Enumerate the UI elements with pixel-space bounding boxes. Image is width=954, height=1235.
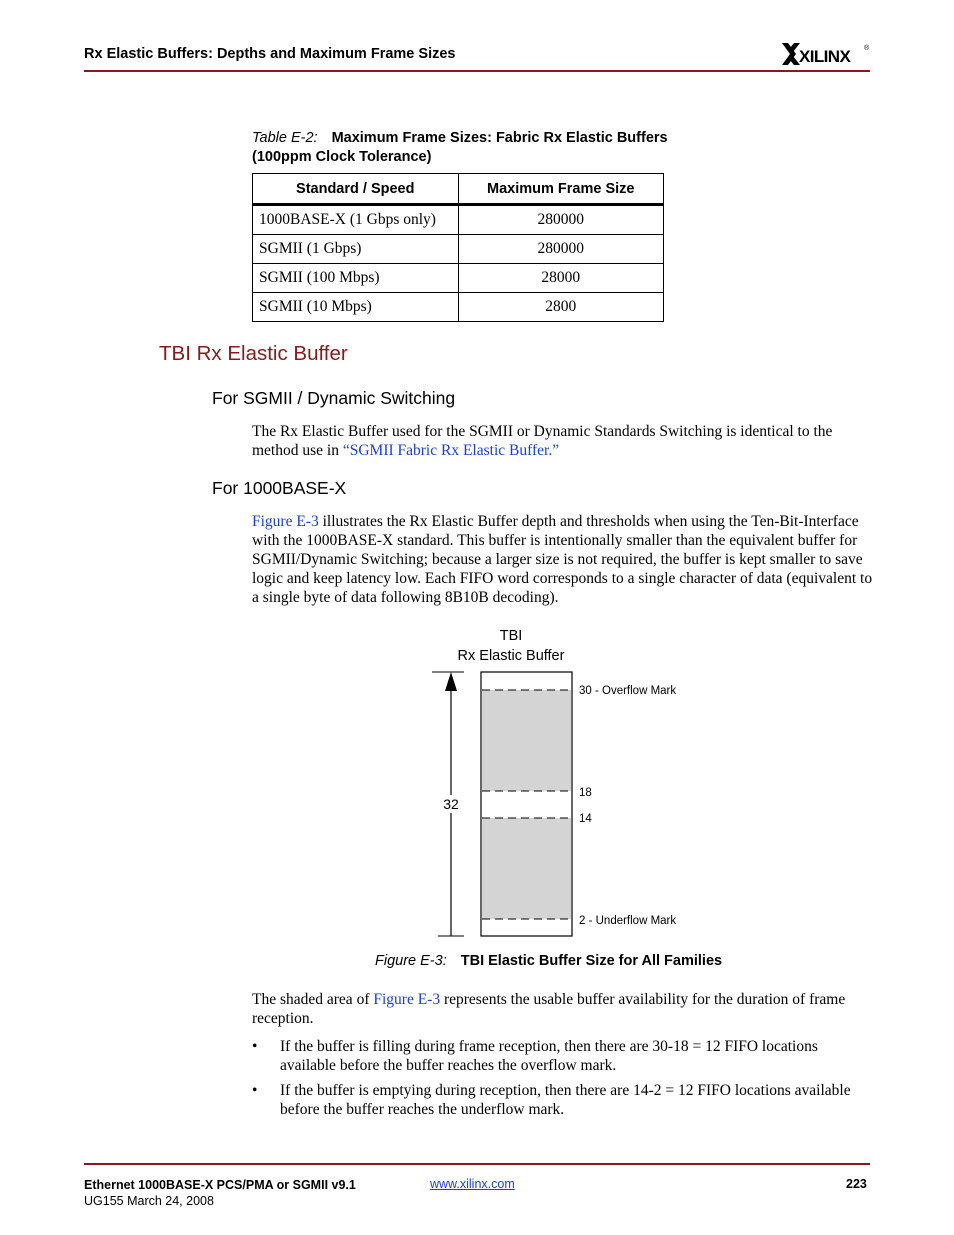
frame-size-cell: 2800 <box>458 293 663 322</box>
base-x-text: illustrates the Rx Elastic Buffer depth and thresholds when using the Ten-Bit-Interface with the 1000BASE-X standard. This buffer is intentionally smaller than the equivalent buffer for SGMII/Dynamic Switching; because a larger size is not required, the buffer is kept smaller to save logic and keep latency low. Each FIFO word corresponds to a single character of data (equivalent to a single byte of data following 8B10B decoding). <box>252 513 873 606</box>
standard-cell: SGMII (10 Mbps) <box>253 293 459 322</box>
bullet-icon: • <box>252 1082 258 1099</box>
figure-e3-link[interactable]: Figure E-3 <box>252 513 319 530</box>
subsection-title-sgmii: For SGMII / Dynamic Switching <box>212 388 456 408</box>
figure-e3-link-2[interactable]: Figure E-3 <box>373 991 441 1008</box>
mark-18-label: 18 <box>579 787 592 799</box>
figure-caption <box>375 953 722 969</box>
section-title: TBI Rx Elastic Buffer <box>159 342 348 365</box>
standard-cell: SGMII (1 Gbps) <box>253 235 459 264</box>
base-x-paragraph <box>252 512 874 607</box>
depth-label: 32 <box>443 796 459 812</box>
frame-size-cell: 28000 <box>458 264 663 293</box>
overflow-label: 30 - Overflow Mark <box>579 685 677 697</box>
shaded-area-upper <box>482 690 572 791</box>
list-item-text: If the buffer is emptying during reception, then there are 14-2 = 12 FIFO locations available before the buffer reaches the underflow mark. <box>280 1082 851 1118</box>
table-row <box>253 205 664 235</box>
running-header: Rx Elastic Buffers: Depths and Maximum Frame Sizes <box>84 46 456 62</box>
column-header: Maximum Frame Size <box>458 174 663 205</box>
page-number: 223 <box>846 1177 867 1191</box>
frame-size-cell: 280000 <box>458 235 663 264</box>
figure-caption-lead: Figure E-3: <box>375 953 447 969</box>
subsection-title-1000base-x: For 1000BASE-X <box>212 478 347 498</box>
shaded-area-lower <box>482 818 572 919</box>
table-header-row <box>253 174 664 205</box>
figure-title-line-1: TBI <box>499 628 523 644</box>
tbi-buffer-figure <box>420 625 710 945</box>
xilinx-x-mark-icon <box>782 43 800 65</box>
logo-wordmark: XILINX <box>799 47 851 66</box>
shaded-text-before: The shaded area of <box>252 991 374 1008</box>
frame-size-cell: 280000 <box>458 205 663 235</box>
table-row <box>253 235 664 264</box>
table-caption-title-2: (100ppm Clock Tolerance) <box>252 149 432 165</box>
bullet-list <box>252 1037 872 1125</box>
table-row <box>253 264 664 293</box>
sgmii-text: The Rx Elastic Buffer used for the SGMII or Dynamic Standards Switching is identical to the method use in <box>252 423 833 459</box>
standard-cell: SGMII (100 Mbps) <box>253 264 459 293</box>
table-row <box>253 293 664 322</box>
arrow-up-icon <box>445 672 457 691</box>
figure-caption-title: TBI Elastic Buffer Size for All Families <box>460 953 723 969</box>
shaded-area-paragraph <box>252 990 874 1028</box>
list-item <box>252 1037 872 1075</box>
sgmii-paragraph <box>252 422 872 460</box>
column-header: Standard / Speed <box>253 174 459 205</box>
table-caption <box>252 129 772 167</box>
shaded-text-after: represents the usable buffer availability for the duration of frame reception. <box>252 991 846 1027</box>
frame-size-table <box>252 173 664 322</box>
list-item <box>252 1081 872 1119</box>
footer-rule <box>84 1163 870 1165</box>
list-item-text: If the buffer is filling during frame reception, then there are 30-18 = 12 FIFO locations available before the buffer reaches the overflow mark. <box>280 1038 818 1074</box>
logo-registered: ® <box>864 45 870 52</box>
underflow-label: 2 - Underflow Mark <box>579 915 677 927</box>
mark-14-label: 14 <box>579 813 592 825</box>
footer-doc-id: UG155 March 24, 2008 <box>84 1194 214 1208</box>
bullet-icon: • <box>252 1038 258 1055</box>
footer-url-link[interactable]: www.xilinx.com <box>430 1177 515 1191</box>
figure-title-line-2: Rx Elastic Buffer <box>457 648 565 664</box>
xilinx-logo <box>780 40 870 68</box>
footer-doc-title: Ethernet 1000BASE-X PCS/PMA or SGMII v9.1 <box>84 1178 356 1192</box>
header-rule <box>84 70 870 72</box>
table-caption-lead: Table E-2: <box>252 130 318 146</box>
standard-cell: 1000BASE-X (1 Gbps only) <box>253 205 459 235</box>
sgmii-fabric-link[interactable]: “SGMII Fabric Rx Elastic Buffer.” <box>342 442 560 459</box>
table-caption-title-1: Maximum Frame Sizes: Fabric Rx Elastic Buffers <box>331 130 668 146</box>
footer-doc-info <box>84 1177 356 1209</box>
